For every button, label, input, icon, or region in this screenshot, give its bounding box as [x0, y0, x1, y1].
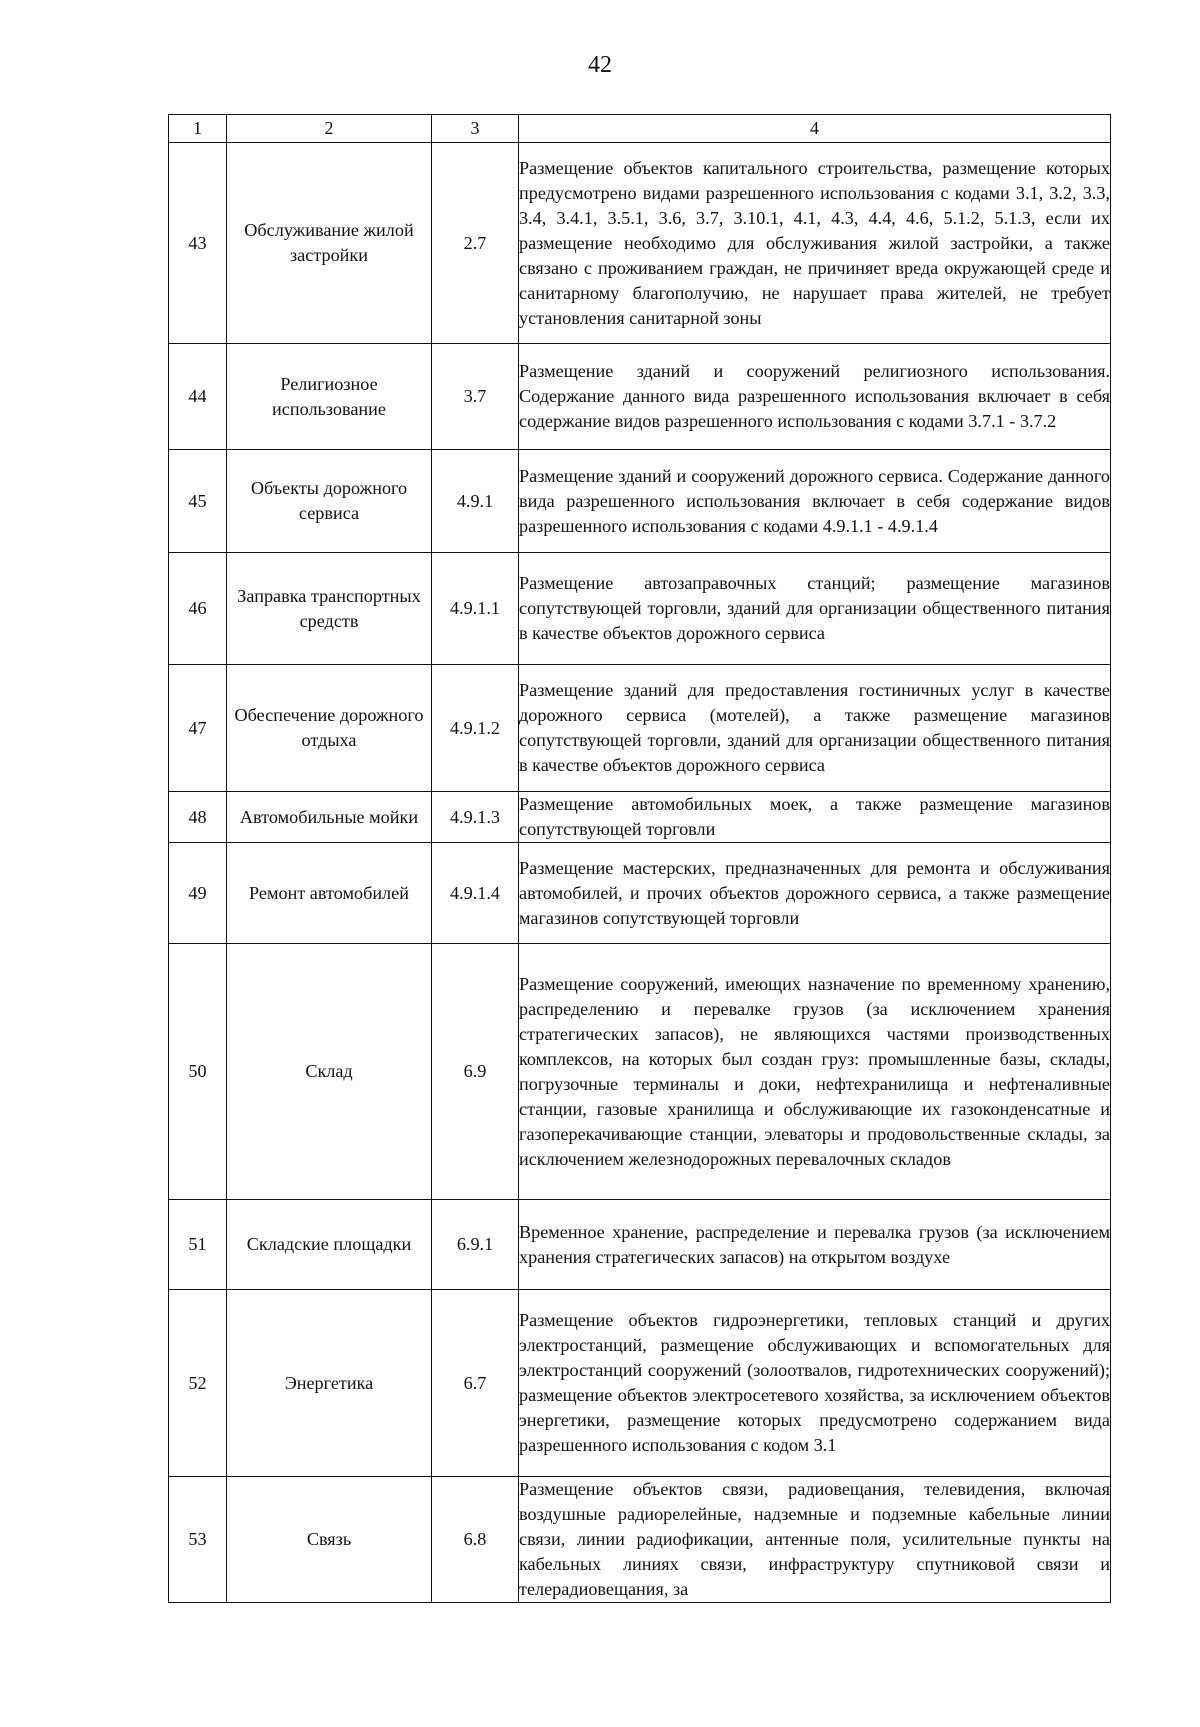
use-type-name: Заправка транспортных средств	[227, 553, 432, 665]
use-type-code: 6.9	[432, 944, 519, 1200]
page-number: 42	[588, 52, 612, 78]
land-use-table	[168, 114, 1111, 1603]
row-number: 51	[169, 1200, 227, 1290]
use-type-code: 3.7	[432, 344, 519, 450]
row-number: 45	[169, 450, 227, 553]
use-type-code: 4.9.1.4	[432, 843, 519, 944]
use-type-description: Размещение автомобильных моек, а также размещение магазинов сопутствующей торговли	[519, 792, 1111, 843]
use-type-name: Религиозное использование	[227, 344, 432, 450]
use-type-code: 4.9.1.3	[432, 792, 519, 843]
use-type-code: 2.7	[432, 143, 519, 344]
table-row	[169, 450, 1111, 553]
header-col-3: 3	[432, 115, 519, 143]
use-type-name: Складские площадки	[227, 1200, 432, 1290]
use-type-description: Размещение объектов связи, радиовещания, телевидения, включая воздушные радиорелейные, надземные и подземные кабельные линии связи, линии радиофикации, антенные поля, усилительные пункты на кабельных линиях связи, инфраструктуру спутниковой связи и телерадиовещания, за	[519, 1477, 1111, 1603]
use-type-name: Обеспечение дорожного отдыха	[227, 665, 432, 792]
use-type-description: Размещение сооружений, имеющих назначение по временному хранению, распределению и перевалке грузов (за исключением хранения стратегических запасов), не являющихся частями производственных комплексов, на которых был создан груз: промышленные базы, склады, погрузочные терминалы и доки, нефтехранилища и нефтеналивные станции, газовые хранилища и обслуживающие их газоконденсатные и газоперекачивающие станции, элеваторы и продовольственные склады, за исключением железнодорожных перевалочных складов	[519, 944, 1111, 1200]
row-number: 52	[169, 1290, 227, 1477]
use-type-code: 6.8	[432, 1477, 519, 1603]
use-type-name: Обслуживание жилой застройки	[227, 143, 432, 344]
use-type-code: 4.9.1.2	[432, 665, 519, 792]
table-row	[169, 1290, 1111, 1477]
header-col-1: 1	[169, 115, 227, 143]
use-type-name: Энергетика	[227, 1290, 432, 1477]
table-row	[169, 792, 1111, 843]
use-type-description: Размещение зданий и сооружений религиозного использования. Содержание данного вида разрешенного использования включает в себя содержание видов разрешенного использования с кодами 3.7.1 - 3.7.2	[519, 344, 1111, 450]
use-type-description: Размещение зданий и сооружений дорожного сервиса. Содержание данного вида разрешенного использования включает в себя содержание видов разрешенного использования с кодами 4.9.1.1 - 4.9.1.4	[519, 450, 1111, 553]
table-row	[169, 665, 1111, 792]
row-number: 46	[169, 553, 227, 665]
use-type-description: Размещение мастерских, предназначенных для ремонта и обслуживания автомобилей, и прочих объектов дорожного сервиса, а также размещение магазинов сопутствующей торговли	[519, 843, 1111, 944]
use-type-name: Объекты дорожного сервиса	[227, 450, 432, 553]
table-row	[169, 1200, 1111, 1290]
row-number: 48	[169, 792, 227, 843]
use-type-description: Размещение объектов гидроэнергетики, тепловых станций и других электростанций, размещение обслуживающих и вспомогательных для электростанций сооружений (золоотвалов, гидротехнических сооружений); размещение объектов электросетевого хозяйства, за исключением объектов энергетики, размещение которых предусмотрено содержанием вида разрешенного использования с кодом 3.1	[519, 1290, 1111, 1477]
table-row	[169, 553, 1111, 665]
use-type-name: Автомобильные мойки	[227, 792, 432, 843]
table-row	[169, 944, 1111, 1200]
row-number: 53	[169, 1477, 227, 1603]
table-row	[169, 344, 1111, 450]
use-type-name: Ремонт автомобилей	[227, 843, 432, 944]
row-number: 43	[169, 143, 227, 344]
use-type-code: 4.9.1.1	[432, 553, 519, 665]
row-number: 47	[169, 665, 227, 792]
table-row	[169, 843, 1111, 944]
use-type-description: Размещение зданий для предоставления гостиничных услуг в качестве дорожного сервиса (мотелей), а также размещение магазинов сопутствующей торговли, зданий для организации общественного питания в качестве объектов дорожного сервиса	[519, 665, 1111, 792]
row-number: 49	[169, 843, 227, 944]
use-type-code: 6.7	[432, 1290, 519, 1477]
header-row	[169, 115, 1111, 143]
use-type-name: Связь	[227, 1477, 432, 1603]
use-type-code: 4.9.1	[432, 450, 519, 553]
header-col-2: 2	[227, 115, 432, 143]
row-number: 44	[169, 344, 227, 450]
row-number: 50	[169, 944, 227, 1200]
header-col-4: 4	[519, 115, 1111, 143]
use-type-description: Размещение автозаправочных станций; размещение магазинов сопутствующей торговли, зданий для организации общественного питания в качестве объектов дорожного сервиса	[519, 553, 1111, 665]
table-row	[169, 143, 1111, 344]
use-type-description: Размещение объектов капитального строительства, размещение которых предусмотрено видами разрешенного использования с кодами 3.1, 3.2, 3.3, 3.4, 3.4.1, 3.5.1, 3.6, 3.7, 3.10.1, 4.1, 4.3, 4.4, 4.6, 5.1.2, 5.1.3, если их размещение необходимо для обслуживания жилой застройки, а также связано с проживанием граждан, не причиняет вреда окружающей среде и санитарному благополучию, не нарушает права жителей, не требует установления санитарной зоны	[519, 143, 1111, 344]
use-type-code: 6.9.1	[432, 1200, 519, 1290]
table-row	[169, 1477, 1111, 1603]
use-type-description: Временное хранение, распределение и перевалка грузов (за исключением хранения стратегических запасов) на открытом воздухе	[519, 1200, 1111, 1290]
use-type-name: Склад	[227, 944, 432, 1200]
